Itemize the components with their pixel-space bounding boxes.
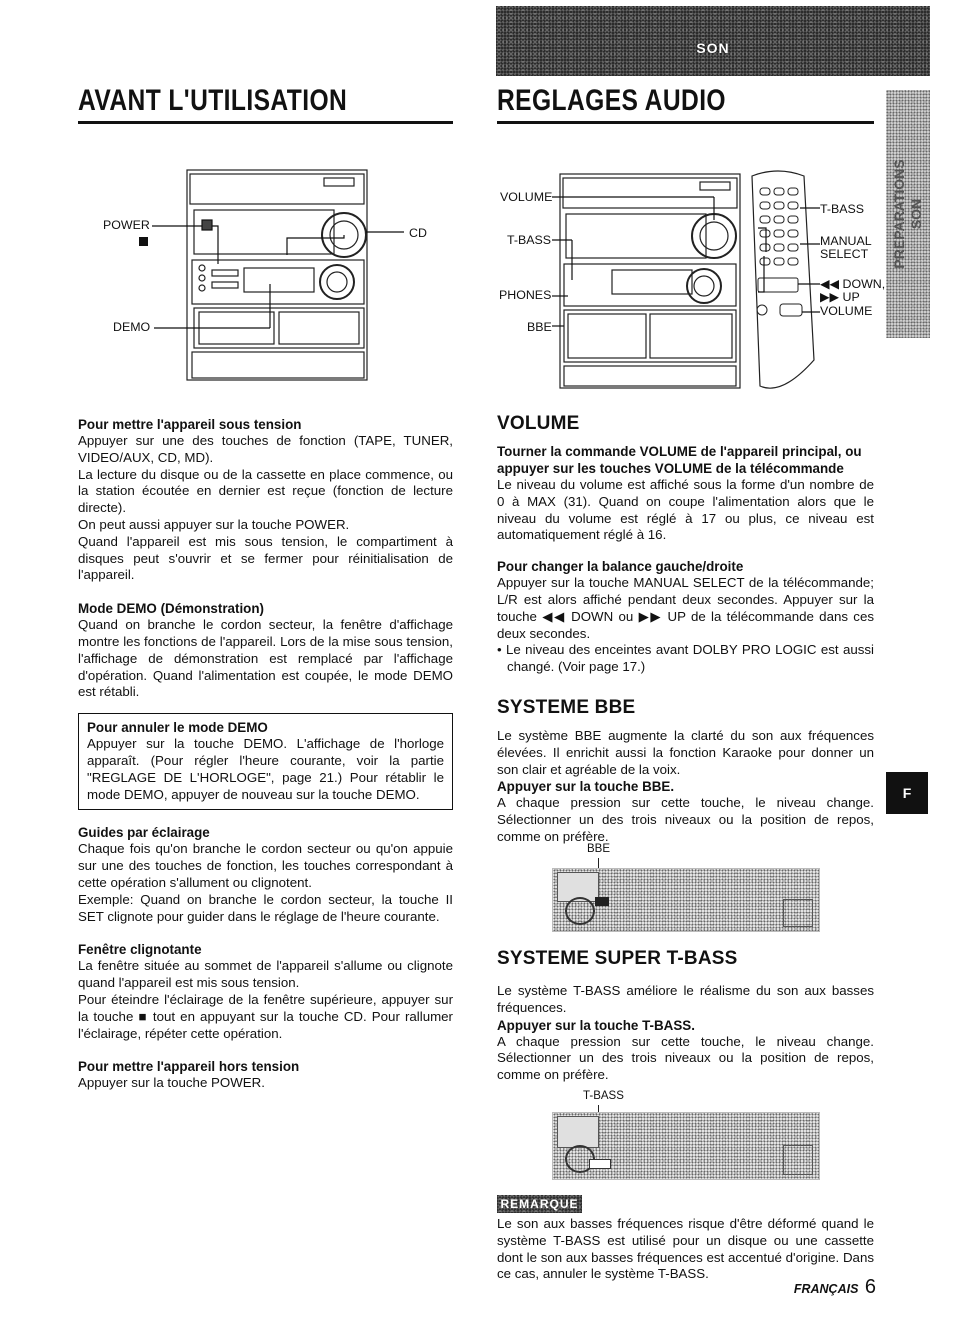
header-tab-label: SON bbox=[696, 40, 730, 56]
balance-text: Appuyer sur la touche MANUAL SELECT de la télécommande; L/R est alors affiché pendant deux secondes. Appuyer sur la touche ◀◀ DOWN ou ▶▶ UP de la télécommande dans ces deux secondes. bbox=[497, 575, 874, 641]
right-label-phones: PHONES bbox=[499, 288, 552, 302]
language-tab bbox=[886, 772, 928, 814]
section-heading: Fenêtre clignotante bbox=[78, 942, 202, 958]
stop-icon bbox=[139, 237, 148, 246]
side-tab-line2: SON bbox=[908, 198, 924, 230]
section-heading: Pour mettre l'appareil hors tension bbox=[78, 1059, 300, 1075]
footer bbox=[760, 1276, 876, 1299]
side-tab-line1: PREPARATIONS bbox=[891, 159, 907, 269]
remote-label-select: SELECT bbox=[820, 247, 869, 261]
page-number: 6 bbox=[864, 1276, 876, 1298]
left-title-rule bbox=[78, 121, 453, 124]
bbe-text: Le système BBE augmente la clarté du son aux fréquences élevées. Il enrichit aussi la fonction Karaoke pour donner un son clair et agréable de la voix. bbox=[497, 728, 874, 777]
section-heading: Guides par éclairage bbox=[78, 825, 210, 841]
tbass-heading: SYSTEME SUPER T-BASS bbox=[497, 948, 738, 969]
balance-heading: Pour changer la balance gauche/droite bbox=[497, 559, 744, 575]
right-label-tbass: T-BASS bbox=[507, 233, 552, 247]
paragraph: La fenêtre située au sommet de l'appareil s'allume ou clignote quand l'appareil est mis sous tension. bbox=[78, 958, 453, 991]
paragraph: Chaque fois qu'on branche le cordon secteur ou qu'on appuie sur une des touches de fonction, les touches correspondant à cette opération s'allument ou clignotent. bbox=[78, 841, 453, 890]
tbass-display-image bbox=[552, 1112, 820, 1180]
section-body bbox=[87, 736, 444, 803]
tbass-text: Le système T-BASS améliore le réalisme du son aux basses fréquences. bbox=[497, 983, 874, 1015]
balance-note: • Le niveau des enceintes avant DOLBY PRO LOGIC est aussi changé. (Voir page 17.) bbox=[497, 642, 874, 675]
right-label-bbe: BBE bbox=[527, 320, 552, 334]
remarque-badge bbox=[497, 1195, 582, 1213]
right-title: REGLAGES AUDIO bbox=[497, 84, 726, 117]
footer-language: FRANÇAIS bbox=[793, 1282, 859, 1296]
left-device-illustration bbox=[94, 160, 444, 390]
tbass-display-label: T-BASS bbox=[583, 1090, 624, 1102]
remote-label-tbass: T-BASS bbox=[820, 202, 865, 216]
side-tab bbox=[886, 90, 930, 338]
paragraph: On peut aussi appuyer sur la touche POWER. bbox=[78, 516, 350, 532]
section-body bbox=[78, 617, 453, 701]
paragraph: La lecture du disque ou de la cassette en place commence, ou la station écoutée en dernier est reçue (fonction de lecture directe). bbox=[78, 466, 453, 516]
remote-label-manual: MANUAL bbox=[820, 234, 872, 248]
paragraph: Quand l'appareil est mis sous tension, le compartiment à disques peut s'ouvrir et se fermer pour réinitialisation de l'appareil. bbox=[78, 533, 453, 583]
section-body bbox=[78, 433, 453, 584]
paragraph: Quand on branche le cordon secteur, la fenêtre d'affichage montre les fonctions de l'appareil. Lors de la mise sous tension, l'affichage de démonstration est remplacé par l'affichage d'opération. Quand l'alimentation est coupée, le mode DEMO est rétabli. bbox=[78, 617, 453, 700]
volume-intro: Tourner la commande VOLUME de l'appareil principal, ou appuyer sur les touches VOLUME de la télécommande bbox=[497, 444, 862, 476]
paragraph: Pour éteindre l'éclairage de la fenêtre supérieure, appuyer sur la touche ■ tout en appuyant sur la touche CD. Pour rallumer l'éclairage, répéter cette opération. bbox=[78, 991, 453, 1041]
right-title-rule bbox=[497, 121, 874, 124]
section-body bbox=[78, 958, 453, 1042]
bbe-display-image bbox=[552, 868, 820, 932]
volume-section bbox=[497, 413, 874, 676]
right-device-illustration bbox=[552, 160, 832, 400]
tbass-sub-text: A chaque pression sur cette touche, le niveau change. Sélectionner un des trois niveaux ou la position de repos, comme on préfère. bbox=[497, 1033, 874, 1083]
volume-text: Le niveau du volume est affiché sous la forme d'un nombre de 0 à MAX (31). Quand on coupe l'alimentation alors que le niveau du volume est réglé à 17 ou plus, ce niveau est automatiquement réglé à 16. bbox=[497, 477, 874, 543]
language-tab-letter: F bbox=[902, 785, 912, 801]
bbe-sub-heading: Appuyer sur la touche BBE. bbox=[497, 779, 675, 795]
remarque-label: REMARQUE bbox=[500, 1197, 579, 1211]
bbe-display-label: BBE bbox=[587, 843, 611, 855]
remote-label-up: ▶▶ UP bbox=[820, 290, 860, 304]
section-body bbox=[78, 841, 453, 925]
bbe-heading: SYSTEME BBE bbox=[497, 697, 636, 718]
paragraph: Exemple: Quand on branche le cordon secteur, la touche II SET clignote pour guider dans le réglage de l'heure courante. bbox=[78, 891, 453, 924]
remote-label-down: ◀◀ DOWN, bbox=[820, 277, 886, 291]
section-heading: Pour mettre l'appareil sous tension bbox=[78, 417, 302, 432]
left-label-cd: CD bbox=[409, 226, 427, 240]
left-title: AVANT L'UTILISATION bbox=[78, 84, 348, 117]
left-label-power: POWER bbox=[103, 218, 150, 232]
remote-label-volume: VOLUME bbox=[820, 304, 873, 318]
volume-heading: VOLUME bbox=[497, 413, 580, 434]
paragraph: Appuyer sur la touche POWER. bbox=[78, 1075, 265, 1091]
right-label-volume: VOLUME bbox=[500, 190, 553, 204]
section-heading: Mode DEMO (Démonstration) bbox=[78, 601, 264, 617]
left-column bbox=[78, 416, 453, 1092]
demo-cancel-box bbox=[78, 713, 453, 810]
bbe-section bbox=[497, 697, 874, 846]
section-body bbox=[78, 1075, 453, 1092]
bbe-sub-text: A chaque pression sur cette touche, le niveau change. Sélectionner un des trois niveaux ou la position de repos, comme on préfère. bbox=[497, 795, 874, 844]
paragraph: Appuyer sur la touche DEMO. L'affichage de l'horloge apparaît. (Pour régler l'heure courante, voir la partie "REGLAGE DE L'HORLOGE", page 21.) Pour rétablir le mode DEMO, appuyer de nouveau sur la touche DEMO. bbox=[87, 736, 444, 802]
section-heading: Pour annuler le mode DEMO bbox=[87, 720, 268, 736]
remarque-text: Le son aux basses fréquences risque d'être déformé quand le système T-BASS est utilisé pour un disque ou une cassette dont le son aux basses fréquences est accentué d'origine. Dans ce cas, annuler le système T-BASS. bbox=[497, 1216, 874, 1282]
header-bar bbox=[496, 6, 930, 76]
tbass-section bbox=[497, 948, 874, 1084]
paragraph: Appuyer sur une des touches de fonction (TAPE, TUNER, VIDEO/AUX, CD, MD). bbox=[78, 433, 453, 465]
left-label-demo: DEMO bbox=[113, 320, 151, 334]
tbass-sub-heading: Appuyer sur la touche T-BASS. bbox=[497, 1017, 695, 1033]
